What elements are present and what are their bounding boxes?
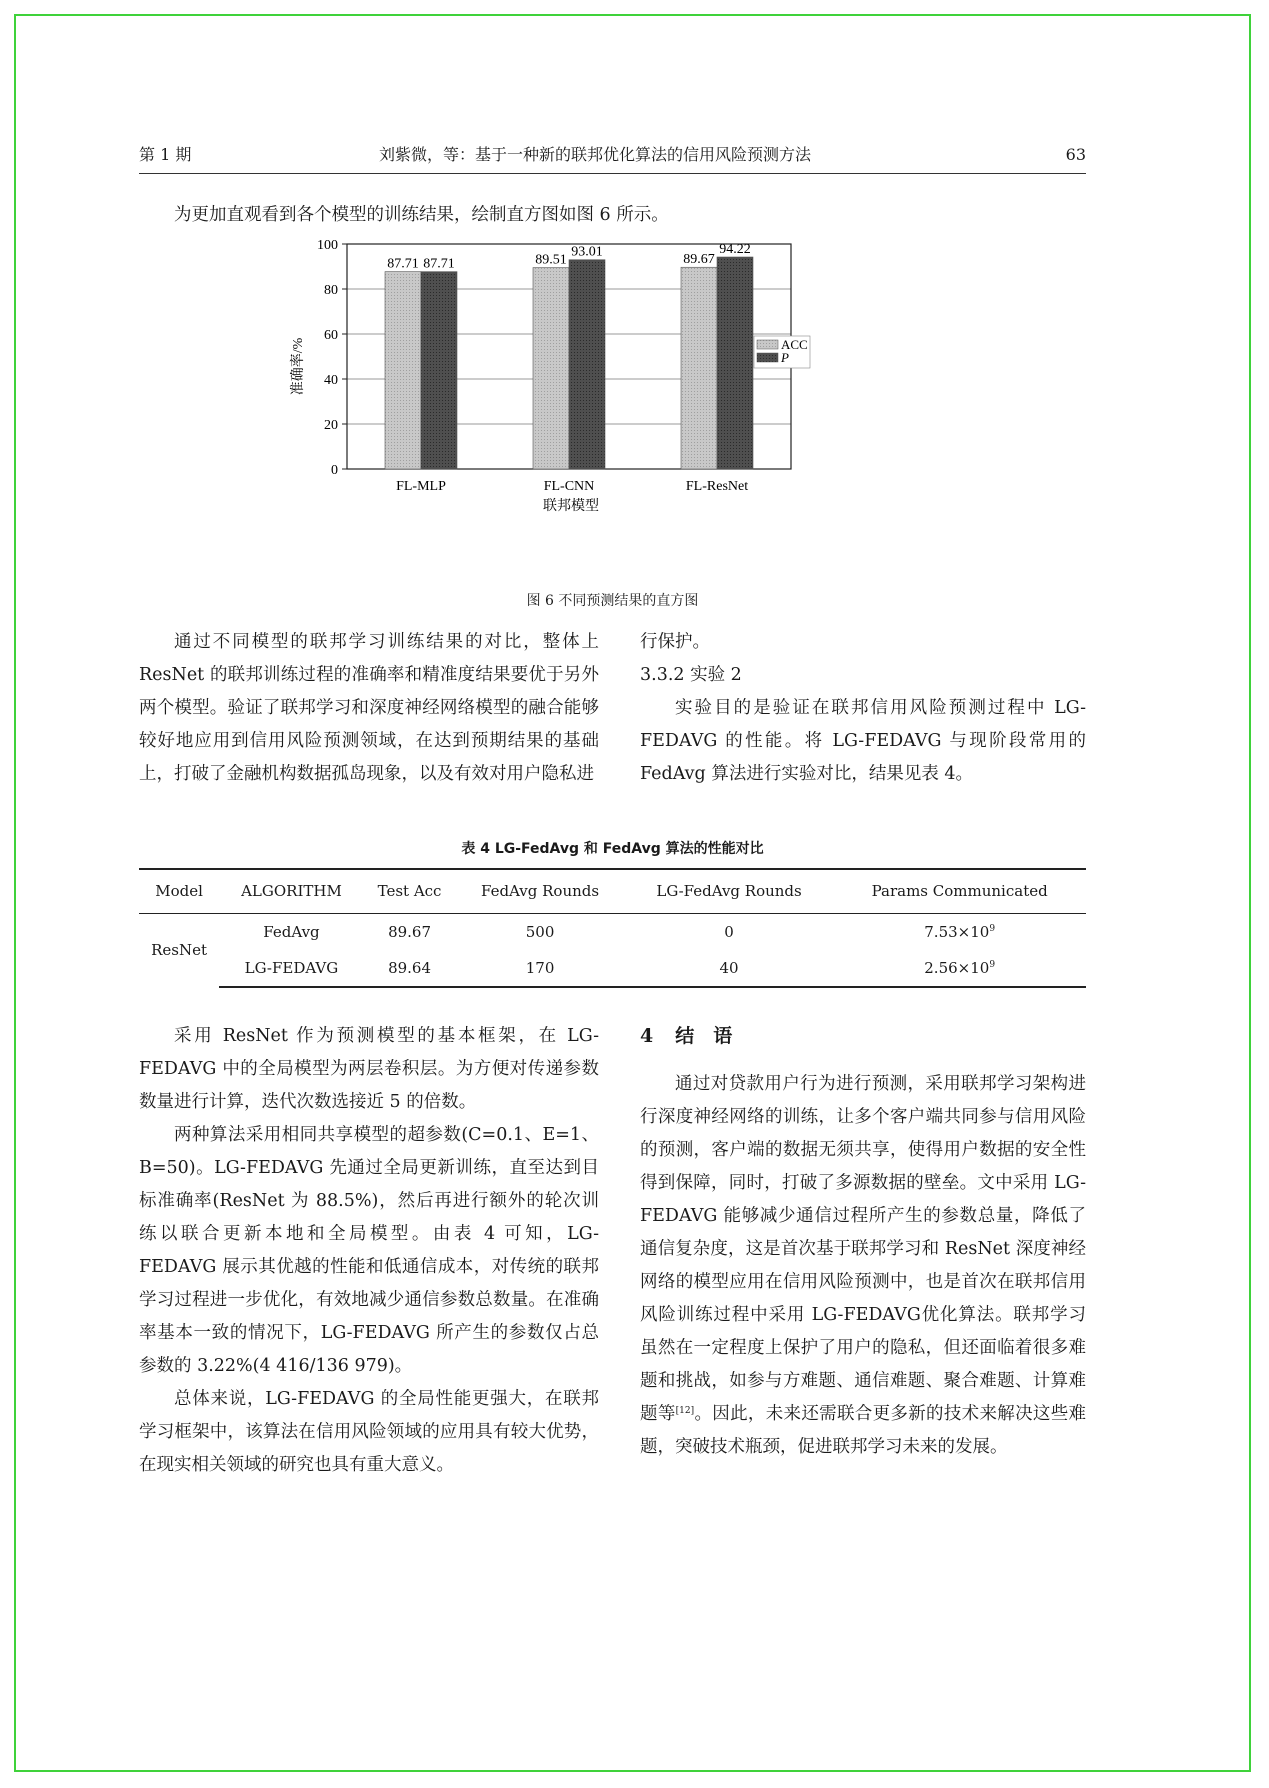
table-4 bbox=[139, 868, 1086, 988]
y-tick-label: 40 bbox=[324, 373, 338, 388]
paragraph-text: 。因此，未来还需联合更多新的技术来解决这些难题，突破技术瓶颈，促进联邦学习未来的发展。 bbox=[640, 1404, 1087, 1457]
running-head bbox=[139, 143, 1086, 174]
model-cell: ResNet bbox=[151, 941, 208, 960]
paragraph: 总体来说，LG-FEDAVG 的全局性能更强大，在联邦学习框架中，该算法在信用风险领域的应用具有较大优势，在现实相关领域的研究也具有重大意义。 bbox=[139, 1389, 599, 1475]
bar-acc bbox=[385, 272, 421, 469]
table-cell: 500 bbox=[525, 922, 555, 941]
params-base: 7.53×10 bbox=[924, 922, 990, 941]
table-cell: 0 bbox=[724, 922, 734, 941]
table-header-row bbox=[139, 869, 1086, 913]
table-cell bbox=[833, 913, 1086, 950]
data-label: 87.71 bbox=[423, 256, 455, 272]
data-label: 93.01 bbox=[571, 244, 603, 260]
paragraph bbox=[640, 1068, 1086, 1464]
y-tick-label: 20 bbox=[324, 418, 338, 433]
bar-acc bbox=[681, 267, 717, 469]
table-cell: 89.67 bbox=[388, 922, 432, 941]
table-cell: FedAvg bbox=[263, 922, 320, 941]
x-axis-label: 联邦模型 bbox=[543, 499, 599, 514]
params-base: 2.56×10 bbox=[924, 959, 990, 977]
params-exponent: 9 bbox=[989, 923, 996, 934]
left-column-upper bbox=[139, 626, 599, 791]
data-label: 89.67 bbox=[683, 252, 715, 268]
x-tick-label: FL-ResNet bbox=[685, 479, 749, 494]
y-tick-label: 100 bbox=[317, 238, 338, 253]
citation: [12] bbox=[675, 1406, 695, 1416]
figure-caption: 图 6 不同预测结果的直方图 bbox=[526, 593, 699, 609]
y-tick-label: 80 bbox=[324, 283, 338, 298]
bar-p bbox=[421, 272, 457, 469]
y-tick-label: 60 bbox=[324, 328, 338, 343]
intro-paragraph: 为更加直观看到各个模型的训练结果，绘制直方图如图 6 所示。 bbox=[174, 205, 669, 225]
table-cell bbox=[833, 950, 1086, 987]
left-column-lower bbox=[139, 1020, 599, 1482]
section-number: 4 bbox=[640, 1025, 654, 1047]
column-header: Model bbox=[139, 869, 219, 913]
x-tick-label: FL-CNN bbox=[543, 479, 595, 494]
y-tick-label: 0 bbox=[331, 463, 338, 478]
right-column-upper bbox=[640, 626, 1086, 791]
section-title: 结 语 bbox=[675, 1025, 733, 1047]
table-row bbox=[139, 913, 1086, 950]
section-heading bbox=[640, 1016, 1086, 1056]
paragraph-text: 通过对贷款用户行为进行预测，采用联邦学习架构进行深度神经网络的训练，让多个客户端共同参与信用风险的预测，客户端的数据无须共享，使得用户数据的安全性得到保障，同时，打破了多源数据的壁垒。文中采用 LG-FEDAVG 能够减少通信过程所产生的参数总量，降低了通信复杂度，这是首次基于联邦学习和 ResNet 深度神经网络的模型应用在信用风险预测中，也是首次在联邦信用风险训练过程中采用 LG-FEDAVG优化算法。联邦学习虽然在一定程度上保护了用户的隐私，但还面临着很多难题和挑战，如参与方难题、通信难题、聚合难题、计算难题等 bbox=[640, 1074, 1086, 1424]
bar-acc bbox=[533, 268, 569, 469]
table-cell: 89.64 bbox=[364, 950, 456, 987]
journal-issue: 第 1 期 bbox=[139, 145, 192, 164]
table-cell: 170 bbox=[455, 950, 624, 987]
paragraph: 两种算法采用相同共享模型的超参数(C=0.1、E=1、B=50)。LG-FEDAVG 先通过全局更新训练，直至达到目标准确率(ResNet 为 88.5%)，然后再进行额外的轮次训练以联合更新本地和全局模型。由表 4 可知，LG-FEDAVG 展示其优越的性能和低通信成本，对传统的联邦学习过程进一步优化，有效地减少通信参数总数量。在准确率基本一致的情况下，LG-FEDAVG 所产生的参数仅占总参数的 3.22%(4 416/136 979)。 bbox=[139, 1125, 599, 1376]
bar-p bbox=[717, 257, 753, 469]
table-cell: LG-FEDAVG bbox=[219, 950, 364, 987]
article-running-title: 刘紫微，等：基于一种新的联邦优化算法的信用风险预测方法 bbox=[379, 145, 812, 164]
legend-swatch bbox=[757, 353, 778, 362]
column-header: ALGORITHM bbox=[219, 869, 364, 913]
table-row bbox=[139, 950, 1086, 987]
x-tick-label: FL-MLP bbox=[396, 479, 446, 494]
bar-p bbox=[569, 260, 605, 469]
paragraph: 采用 ResNet 作为预测模型的基本框架，在 LG-FEDAVG 中的全局模型为两层卷积层。为方便对传递参数数量进行计算，迭代次数选接近 5 的倍数。 bbox=[139, 1026, 599, 1112]
subsection-heading: 3.3.2 实验 2 bbox=[640, 665, 742, 685]
column-header: FedAvg Rounds bbox=[455, 869, 624, 913]
paragraph: 实验目的是验证在联邦信用风险预测过程中 LG-FEDAVG 的性能。将 LG-FEDAVG 与现阶段常用的 FedAvg 算法进行实验对比，结果见表 4。 bbox=[640, 698, 1086, 784]
paragraph-continuation: 行保护。 bbox=[640, 632, 710, 652]
data-label: 94.22 bbox=[719, 242, 751, 258]
legend-label: ACC bbox=[781, 337, 808, 352]
page-number: 63 bbox=[1065, 145, 1086, 164]
table-cell: 40 bbox=[625, 950, 834, 987]
data-label: 89.51 bbox=[535, 252, 567, 268]
legend-label: P bbox=[781, 350, 789, 365]
legend-swatch bbox=[757, 340, 778, 349]
right-column-lower bbox=[640, 1016, 1086, 1464]
column-header: Test Acc bbox=[364, 869, 456, 913]
chart-svg bbox=[280, 238, 940, 580]
params-exponent: 9 bbox=[989, 960, 996, 970]
column-header: Params Communicated bbox=[833, 869, 1086, 913]
y-axis-label: 准确率/% bbox=[291, 337, 306, 396]
table-title: 表 4 LG-FedAvg 和 FedAvg 算法的性能对比 bbox=[461, 841, 764, 857]
paragraph: 通过不同模型的联邦学习训练结果的对比，整体上 ResNet 的联邦训练过程的准确率和精准度结果要优于另外两个模型。验证了联邦学习和深度神经网络模型的融合能够较好地应用到信用风险预测领域，在达到预期结果的基础上，打破了金融机构数据孤岛现象，以及有效对用户隐私进 bbox=[139, 632, 599, 784]
data-label: 87.71 bbox=[387, 256, 419, 272]
figure-6-bar-chart bbox=[280, 238, 940, 580]
column-header: LG-FedAvg Rounds bbox=[625, 869, 834, 913]
